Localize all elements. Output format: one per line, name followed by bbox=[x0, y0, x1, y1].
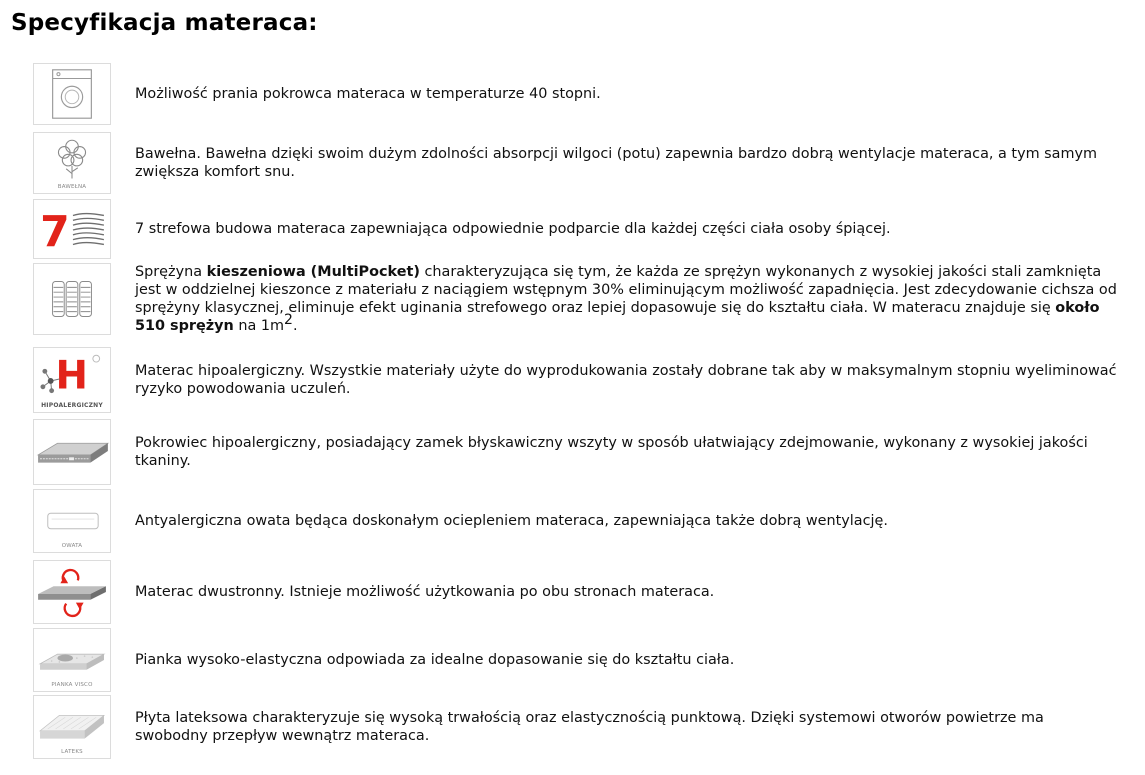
feature-text: Bawełna. Bawełna dzięki swoim dużym zdolności absorpcji wilgoci (potu) zapewnia bardzo dobrą wentylacje materaca, a tym samym zwiększa komfort snu. bbox=[135, 146, 1098, 180]
feature-row-washing bbox=[33, 63, 1123, 125]
feature-text: Możliwość prania pokrowca materaca w temperaturze 40 stopni. bbox=[135, 86, 601, 102]
feature-row-latex bbox=[33, 695, 1123, 759]
icon-caption: OWATA bbox=[61, 543, 83, 549]
wadding-icon bbox=[33, 489, 111, 553]
feature-text: Materac hipoalergiczny. Wszystkie materiały użyte do wyprodukowania zostały dobrane tak aby w maksymalnym stopniu wyeliminować ryzyko powodowania uczuleń. bbox=[135, 363, 1117, 397]
feature-row-zones bbox=[33, 199, 1123, 259]
seven-zone-icon bbox=[33, 199, 111, 259]
feature-row-cotton bbox=[33, 132, 1123, 194]
cotton-icon bbox=[33, 132, 111, 194]
visco-foam-icon bbox=[33, 628, 111, 692]
feature-text: Pianka wysoko-elastyczna odpowiada za idealne dopasowanie się do kształtu ciała. bbox=[135, 652, 735, 668]
feature-highlight: około 510 sprężyn bbox=[135, 300, 1100, 334]
feature-text: Antyalergiczna owata będąca doskonałym ociepleniem materaca, zapewniająca także dobrą wentylację. bbox=[135, 513, 888, 529]
zip-cover-icon bbox=[33, 419, 111, 485]
feature-row-visco bbox=[33, 628, 1123, 692]
two-sided-icon bbox=[33, 560, 111, 624]
feature-row-wadding bbox=[33, 489, 1123, 553]
feature-row-two-sided bbox=[33, 560, 1123, 624]
feature-highlight: kieszeniowa (MultiPocket) bbox=[206, 264, 420, 280]
feature-row-springs bbox=[33, 263, 1123, 335]
icon-caption: BAWEŁNA bbox=[57, 184, 87, 190]
feature-text: Materac dwustronny. Istnieje możliwość użytkowania po obu stronach materaca. bbox=[135, 584, 715, 600]
hypoallergenic-icon bbox=[33, 347, 111, 413]
page-title: Specyfikacja materaca: bbox=[11, 10, 318, 36]
feature-text: Sprężyna kieszeniowa (MultiPocket) charakteryzująca się tym, że każda ze sprężyn wykonanych z wysokiej jakości stali zamknięta jest w oddzielnej kieszonce z materiału z naciągiem wstępnym 30% eliminującym możliwość zapadnięcia. Jest zdecydowanie cichsza od sprężyny klasycznej, eliminuje efekt uginania strefowego oraz lepiej dopasowuje się do kształtu ciała. W materacu znajduje się około 510 sprężyn na $1m^2$. bbox=[135, 264, 1117, 334]
feature-text: Pokrowiec hipoalergiczny, posiadający zamek błyskawiczny wszyty w sposób ułatwiający zdejmowanie, wykonany z wysokiej jakości tkaniny. bbox=[135, 435, 1088, 469]
feature-row-cover bbox=[33, 419, 1123, 485]
icon-caption: PIANKA VISCO bbox=[51, 682, 93, 688]
washing-machine-icon bbox=[33, 63, 111, 125]
feature-text: 7 strefowa budowa materaca zapewniająca odpowiednie podparcie dla każdej części ciała osoby śpiącej. bbox=[135, 221, 891, 237]
icon-caption: HIPOALERGICZNY bbox=[41, 402, 103, 409]
latex-icon bbox=[33, 695, 111, 759]
pocket-spring-icon bbox=[33, 263, 111, 335]
feature-row-hypoallergenic bbox=[33, 347, 1123, 413]
zone-number: 7 bbox=[40, 208, 70, 258]
hypo-letter: H bbox=[55, 353, 88, 399]
feature-text: Płyta lateksowa charakteryzuje się wysoką trwałością oraz elastycznością punktową. Dzięki systemowi otworów powietrze ma swobodny przepływ wewnątrz materaca. bbox=[135, 710, 1044, 744]
icon-caption: LATEKS bbox=[61, 749, 83, 755]
